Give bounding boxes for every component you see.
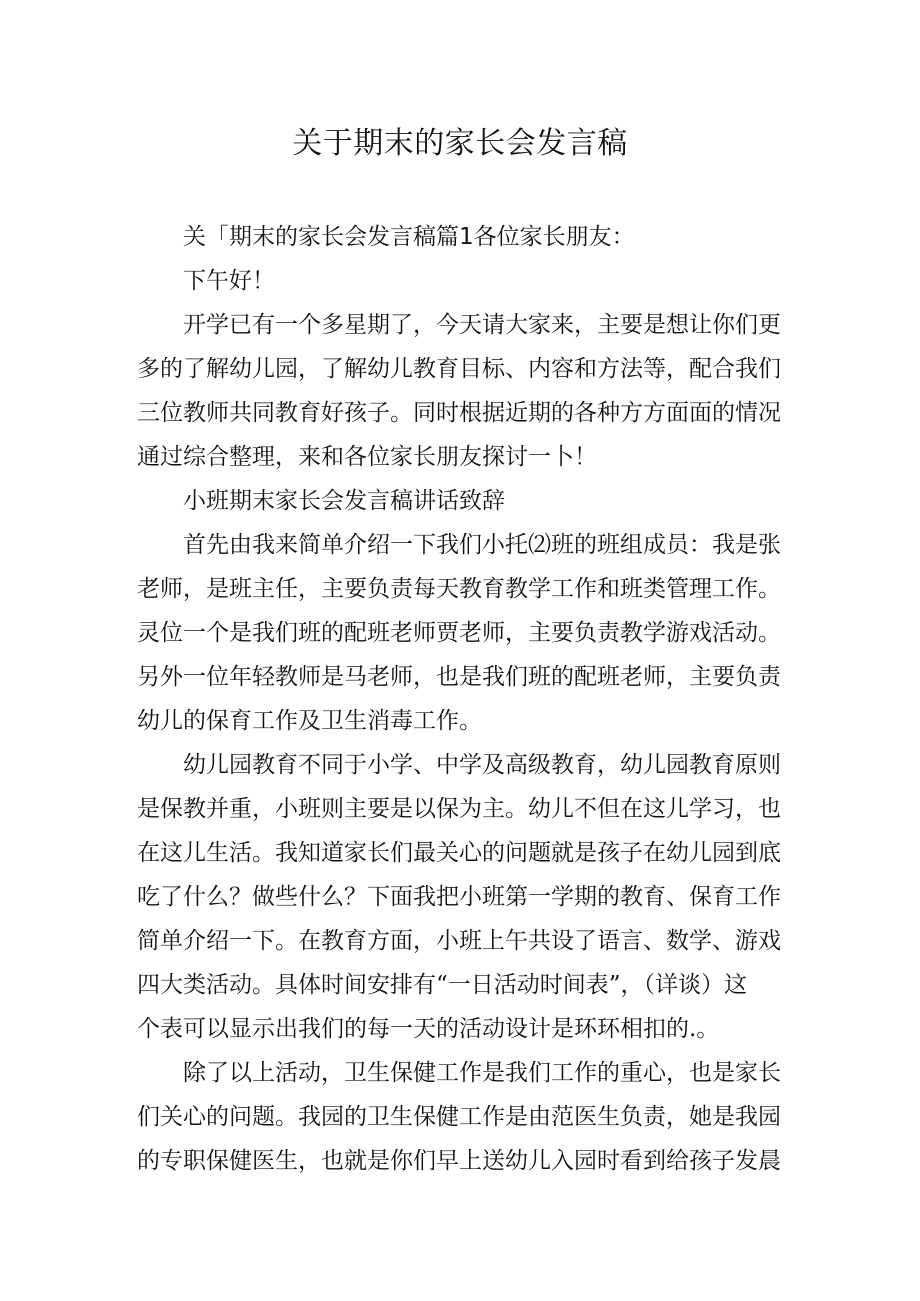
paragraph-2 <box>137 259 783 303</box>
paragraph-line: 吃了什么？做些什么？下面我把小班第一学期的教育、保育工作 <box>137 884 781 910</box>
paragraph-line: 的专职保健医生，也就是你们早上送幼儿入园时看到给孩子发晨 <box>137 1148 781 1174</box>
document-title: 关于期末的家长会发言稿 <box>292 126 628 161</box>
paragraph-line: 们关心的问题。我园的卫生保健工作是由范医生负责，她是我园 <box>137 1104 781 1130</box>
paragraph-line: 开学已有一个多星期了，今天请大家来，主要是想让你们更 <box>183 312 781 338</box>
paragraph-line: 简单介绍一下。在教育方面，小班上午共设了语言、数学、游戏 <box>137 928 781 954</box>
paragraph-line: 另外一位年轻教师是马老师，也是我们班的配班老师，主要负责 <box>137 664 781 690</box>
paragraph-5 <box>137 523 783 743</box>
paragraph-line: 通过综合整理，来和各位家长朋友探讨一卜！ <box>137 444 597 470</box>
paragraph-3 <box>137 303 783 479</box>
paragraph-line: 三位教师共同教育好孩子。同时根据近期的各种方方面面的情况 <box>137 400 781 426</box>
paragraph-line: 老师，是班主任，主要负责每天教育教学工作和班类管理工作。 <box>137 576 781 602</box>
paragraph-line: 多的了解幼儿园，了解幼儿教育目标、内容和方法等，配合我们 <box>137 356 781 382</box>
paragraph-line: 在这儿生活。我知道家长们最关心的问题就是孩子在幼儿园到底 <box>137 840 781 866</box>
paragraph-7 <box>137 1051 783 1183</box>
paragraph-line: 除了以上活动，卫生保健工作是我们工作的重心，也是家长 <box>183 1060 781 1086</box>
paragraph-line: 灵位一个是我们班的配班老师贾老师，主要负责教学游戏活动。 <box>137 620 781 646</box>
paragraph-6 <box>137 743 783 1051</box>
paragraph-line: 个表可以显示出我们的每一天的活动设计是环环相扣的.。 <box>137 1016 720 1042</box>
paragraph-line: 关「期末的家长会发言稿篇1各位家长朋友： <box>183 224 635 250</box>
paragraph-4 <box>137 479 783 523</box>
paragraph-line: 幼儿的保育工作及卫生消毒工作。 <box>137 708 482 734</box>
paragraph-line: 下午好！ <box>183 268 275 294</box>
paragraph-line: 首先由我来简单介绍一下我们小托⑵班的班组成员：我是张 <box>183 532 781 558</box>
paragraph-1 <box>137 215 783 259</box>
paragraph-line: 小班期末家长会发言稿讲话致辞 <box>183 488 505 514</box>
document-body <box>137 215 783 1183</box>
paragraph-line: 幼儿园教育不同于小学、中学及高级教育，幼儿园教育原则 <box>183 752 781 778</box>
paragraph-line: 是保教并重，小班则主要是以保为主。幼儿不但在这儿学习，也 <box>137 796 781 822</box>
paragraph-line: 四大类活动。具体时间安排有“一日活动时间表”，（详谈）这 <box>137 972 748 998</box>
